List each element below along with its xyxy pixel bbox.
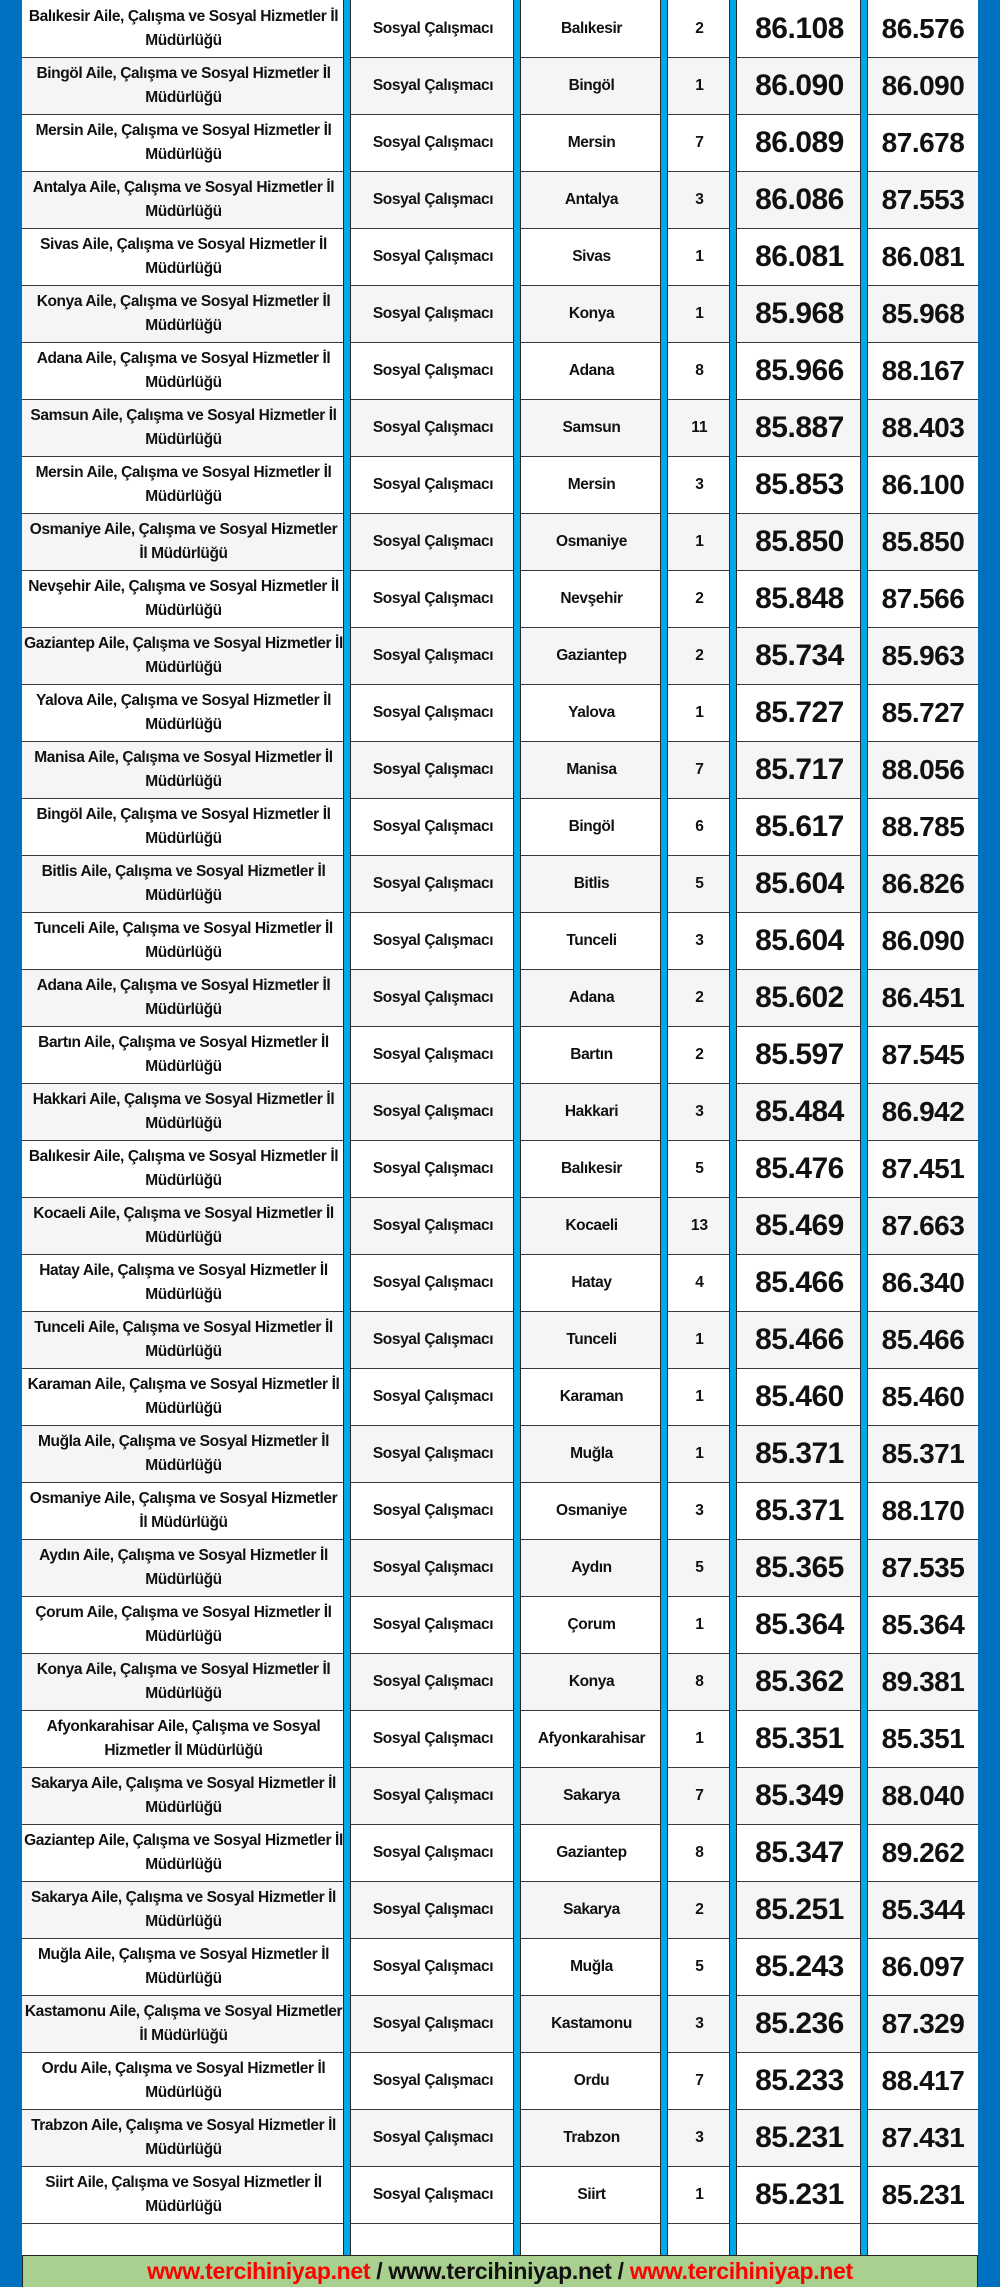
institution-cell: Manisa Aile, Çalışma ve Sosyal Hizmetler İl Müdürlüğü [34,749,333,790]
quota-cell: 3 [695,191,704,208]
quota-cell: 1 [695,1730,704,1747]
min-score-cell: 85.364 [755,1608,844,1641]
max-score-cell: 88.403 [881,412,965,443]
position-title-cell: Sosyal Çalışmacı [372,1160,494,1177]
position-title-cell: Sosyal Çalışmacı [372,419,494,436]
position-title-cell: Sosyal Çalışmacı [372,1388,494,1405]
table-row [22,1084,978,1141]
position-title-cell: Sosyal Çalışmacı [372,77,494,94]
quota-cell: 3 [695,2129,704,2146]
position-title-cell: Sosyal Çalışmacı [372,2129,494,2146]
min-score-cell: 85.466 [755,1323,844,1356]
max-score-cell: 86.097 [881,1951,965,1982]
city-cell: Bitlis [573,875,610,892]
city-cell: Kastamonu [551,2015,632,2032]
position-title-cell: Sosyal Çalışmacı [372,1901,494,1918]
institution-cell: Balıkesir Aile, Çalışma ve Sosyal Hizmetler İl Müdürlüğü [28,8,339,49]
position-title-cell: Sosyal Çalışmacı [372,134,494,151]
city-cell: Bingöl [568,77,615,94]
institution-cell: Karaman Aile, Çalışma ve Sosyal Hizmetler İl Müdürlüğü [27,1376,340,1417]
city-cell: Trabzon [563,2129,620,2146]
min-score-cell: 85.968 [755,297,844,330]
table-row [22,514,978,571]
position-title-cell: Sosyal Çalışmacı [372,533,494,550]
quota-cell: 1 [695,533,704,550]
institution-cell: Çorum Aile, Çalışma ve Sosyal Hizmetler İl Müdürlüğü [35,1604,332,1645]
quota-cell: 1 [695,1388,704,1405]
max-score-cell: 88.056 [881,754,965,785]
city-cell: Konya [568,305,615,322]
table-row [22,172,978,229]
max-score-cell: 88.167 [881,355,965,386]
table-row [22,1,978,58]
position-title-cell: Sosyal Çalışmacı [372,1673,494,1690]
table-row [22,1540,978,1597]
table-row [22,400,978,457]
institution-cell: Adana Aile, Çalışma ve Sosyal Hizmetler İl Müdürlüğü [36,977,331,1018]
position-title-cell: Sosyal Çalışmacı [372,1217,494,1234]
max-score-cell: 85.231 [881,2179,965,2210]
footer-separator: / [617,2258,624,2284]
city-cell: Afyonkarahisar [537,1730,646,1747]
institution-cell: Sakarya Aile, Çalışma ve Sosyal Hizmetler İl Müdürlüğü [31,1775,336,1816]
position-title-cell: Sosyal Çalışmacı [372,761,494,778]
table-row [22,1711,978,1768]
quota-cell: 2 [695,1901,704,1918]
table-row [22,58,978,115]
institution-cell: Gaziantep Aile, Çalışma ve Sosyal Hizmetler İl Müdürlüğü [24,635,343,676]
footer-banner [22,2255,978,2287]
position-title-cell: Sosyal Çalışmacı [372,875,494,892]
quota-cell: 3 [695,1502,704,1519]
min-score-cell: 85.371 [755,1437,844,1470]
position-title-cell: Sosyal Çalışmacı [372,1046,494,1063]
min-score-cell: 85.349 [755,1779,844,1812]
city-cell: Adana [568,362,615,379]
min-score-cell: 85.347 [755,1836,844,1869]
min-score-cell: 85.727 [755,696,844,729]
city-cell: Balıkesir [560,20,623,37]
quota-cell: 6 [695,818,704,835]
quota-cell: 7 [695,1787,704,1804]
position-title-cell: Sosyal Çalışmacı [372,2015,494,2032]
max-score-cell: 86.081 [881,241,965,272]
city-cell: Samsun [562,419,621,436]
max-score-cell: 86.100 [881,469,965,500]
city-cell: Antalya [564,191,619,208]
max-score-cell: 88.170 [881,1495,965,1526]
min-score-cell: 85.371 [755,1494,844,1527]
city-cell: Gaziantep [556,647,627,664]
institution-cell: Ordu Aile, Çalışma ve Sosyal Hizmetler İl Müdürlüğü [41,2060,326,2101]
position-title-cell: Sosyal Çalışmacı [372,248,494,265]
min-score-cell: 85.251 [755,1893,844,1926]
column-separator [860,0,868,2255]
quota-cell: 5 [695,875,704,892]
results-table [22,1,978,2224]
institution-cell: Aydın Aile, Çalışma ve Sosyal Hizmetler İl Müdürlüğü [39,1547,328,1588]
min-score-cell: 86.081 [755,240,844,273]
results-table-frame [22,0,978,2286]
city-cell: Hakkari [564,1103,619,1120]
city-cell: Yalova [568,704,615,721]
city-cell: Nevşehir [560,590,623,607]
min-score-cell: 85.476 [755,1152,844,1185]
table-row [22,115,978,172]
table-row [22,970,978,1027]
city-cell: Osmaniye [556,1502,627,1519]
column-separator [343,0,351,2255]
max-score-cell: 88.417 [881,2065,965,2096]
max-score-cell: 85.371 [881,1438,965,1469]
column-separator [660,0,668,2255]
max-score-cell: 87.329 [881,2008,965,2039]
min-score-cell: 85.887 [755,411,844,444]
max-score-cell: 86.090 [881,925,965,956]
position-title-cell: Sosyal Çalışmacı [372,476,494,493]
table-row [22,571,978,628]
city-cell: Osmaniye [556,533,627,550]
min-score-cell: 85.351 [755,1722,844,1755]
city-cell: Konya [568,1673,615,1690]
table-row [22,1768,978,1825]
institution-cell: Muğla Aile, Çalışma ve Sosyal Hizmetler İl Müdürlüğü [37,1946,330,1987]
quota-cell: 13 [690,1217,709,1234]
institution-cell: Mersin Aile, Çalışma ve Sosyal Hizmetler İl Müdürlüğü [35,464,332,505]
max-score-cell: 86.826 [881,868,965,899]
quota-cell: 1 [695,1331,704,1348]
table-row [22,2167,978,2224]
max-score-cell: 87.535 [881,1552,965,1583]
quota-cell: 8 [695,362,704,379]
position-title-cell: Sosyal Çalışmacı [372,362,494,379]
quota-cell: 2 [695,1046,704,1063]
min-score-cell: 85.734 [755,639,844,672]
max-score-cell: 85.351 [881,1723,965,1754]
quota-cell: 8 [695,1844,704,1861]
institution-cell: Osmaniye Aile, Çalışma ve Sosyal Hizmetler İl Müdürlüğü [29,1490,338,1531]
institution-cell: Konya Aile, Çalışma ve Sosyal Hizmetler İl Müdürlüğü [36,293,331,334]
institution-cell: Bartın Aile, Çalışma ve Sosyal Hizmetler İl Müdürlüğü [38,1034,329,1075]
city-cell: Muğla [570,1445,613,1462]
table-row [22,856,978,913]
position-title-cell: Sosyal Çalışmacı [372,989,494,1006]
position-title-cell: Sosyal Çalışmacı [372,2186,494,2203]
table-row [22,799,978,856]
min-score-cell: 85.365 [755,1551,844,1584]
institution-cell: Adana Aile, Çalışma ve Sosyal Hizmetler İl Müdürlüğü [36,350,331,391]
institution-cell: Mersin Aile, Çalışma ve Sosyal Hizmetler İl Müdürlüğü [35,122,332,163]
position-title-cell: Sosyal Çalışmacı [372,1730,494,1747]
table-row [22,229,978,286]
quota-cell: 1 [695,1445,704,1462]
city-cell: Balıkesir [560,1160,623,1177]
city-cell: Tunceli [566,932,617,949]
quota-cell: 3 [695,932,704,949]
city-cell: Karaman [559,1388,624,1405]
quota-cell: 1 [695,704,704,721]
max-score-cell: 86.576 [881,13,965,44]
max-score-cell: 86.340 [881,1267,965,1298]
table-row [22,1027,978,1084]
min-score-cell: 86.108 [755,12,844,45]
quota-cell: 5 [695,1958,704,1975]
city-cell: Bartın [570,1046,613,1063]
min-score-cell: 85.850 [755,525,844,558]
max-score-cell: 85.968 [881,298,965,329]
table-row [22,1369,978,1426]
position-title-cell: Sosyal Çalışmacı [372,1445,494,1462]
quota-cell: 2 [695,20,704,37]
min-score-cell: 86.089 [755,126,844,159]
city-cell: Mersin [567,134,616,151]
institution-cell: Afyonkarahisar Aile, Çalışma ve Sosyal Hizmetler İl Müdürlüğü [46,1718,321,1759]
institution-cell: Konya Aile, Çalışma ve Sosyal Hizmetler İl Müdürlüğü [36,1661,331,1702]
max-score-cell: 86.451 [881,982,965,1013]
city-cell: Hatay [571,1274,612,1291]
quota-cell: 2 [695,590,704,607]
table-row [22,286,978,343]
min-score-cell: 85.469 [755,1209,844,1242]
institution-cell: Balıkesir Aile, Çalışma ve Sosyal Hizmetler İl Müdürlüğü [28,1148,339,1189]
max-score-cell: 87.678 [881,127,965,158]
min-score-cell: 86.090 [755,69,844,102]
institution-cell: Sakarya Aile, Çalışma ve Sosyal Hizmetler İl Müdürlüğü [31,1889,336,1930]
quota-cell: 1 [695,248,704,265]
position-title-cell: Sosyal Çalışmacı [372,1559,494,1576]
quota-cell: 7 [695,134,704,151]
institution-cell: Yalova Aile, Çalışma ve Sosyal Hizmetler İl Müdürlüğü [36,692,331,733]
quota-cell: 7 [695,2072,704,2089]
min-score-cell: 85.853 [755,468,844,501]
table-row [22,628,978,685]
quota-cell: 8 [695,1673,704,1690]
footer-separator: / [376,2258,383,2284]
institution-cell: Gaziantep Aile, Çalışma ve Sosyal Hizmetler İl Müdürlüğü [24,1832,343,1873]
column-separator [729,0,737,2255]
institution-cell: Trabzon Aile, Çalışma ve Sosyal Hizmetler İl Müdürlüğü [31,2117,336,2158]
position-title-cell: Sosyal Çalışmacı [372,2072,494,2089]
max-score-cell: 87.566 [881,583,965,614]
city-cell: Çorum [567,1616,616,1633]
min-score-cell: 85.484 [755,1095,844,1128]
quota-cell: 3 [695,476,704,493]
quota-cell: 5 [695,1559,704,1576]
quota-cell: 1 [695,1616,704,1633]
city-cell: Mersin [567,476,616,493]
table-row [22,1198,978,1255]
max-score-cell: 87.545 [881,1039,965,1070]
min-score-cell: 85.362 [755,1665,844,1698]
quota-cell: 5 [695,1160,704,1177]
institution-cell: Sivas Aile, Çalışma ve Sosyal Hizmetler İl Müdürlüğü [40,236,327,277]
min-score-cell: 85.966 [755,354,844,387]
position-title-cell: Sosyal Çalışmacı [372,1103,494,1120]
table-row [22,457,978,514]
institution-cell: Hatay Aile, Çalışma ve Sosyal Hizmetler İl Müdürlüğü [39,1262,328,1303]
max-score-cell: 87.451 [881,1153,965,1184]
min-score-cell: 85.717 [755,753,844,786]
table-row [22,2053,978,2110]
position-title-cell: Sosyal Çalışmacı [372,191,494,208]
min-score-cell: 85.243 [755,1950,844,1983]
table-row [22,1597,978,1654]
table-row [22,343,978,400]
position-title-cell: Sosyal Çalışmacı [372,590,494,607]
table-row [22,742,978,799]
quota-cell: 3 [695,2015,704,2032]
max-score-cell: 85.364 [881,1609,965,1640]
table-row [22,913,978,970]
min-score-cell: 85.466 [755,1266,844,1299]
city-cell: Adana [568,989,615,1006]
position-title-cell: Sosyal Çalışmacı [372,1616,494,1633]
table-row [22,1654,978,1711]
max-score-cell: 87.431 [881,2122,965,2153]
position-title-cell: Sosyal Çalışmacı [372,1502,494,1519]
city-cell: Sakarya [563,1787,620,1804]
table-row [22,2110,978,2167]
city-cell: Manisa [566,761,617,778]
min-score-cell: 85.604 [755,924,844,957]
position-title-cell: Sosyal Çalışmacı [372,704,494,721]
quota-cell: 1 [695,305,704,322]
table-row [22,1939,978,1996]
quota-cell: 1 [695,77,704,94]
position-title-cell: Sosyal Çalışmacı [372,1844,494,1861]
table-row [22,1312,978,1369]
position-title-cell: Sosyal Çalışmacı [372,932,494,949]
city-cell: Siirt [577,2186,606,2203]
max-score-cell: 86.090 [881,70,965,101]
table-row [22,1483,978,1540]
institution-cell: Tunceli Aile, Çalışma ve Sosyal Hizmetler İl Müdürlüğü [34,920,333,961]
position-title-cell: Sosyal Çalışmacı [372,647,494,664]
max-score-cell: 85.727 [881,697,965,728]
institution-cell: Osmaniye Aile, Çalışma ve Sosyal Hizmetler İl Müdürlüğü [29,521,338,562]
city-cell: Bingöl [568,818,615,835]
institution-cell: Tunceli Aile, Çalışma ve Sosyal Hizmetler İl Müdürlüğü [34,1319,333,1360]
city-cell: Sakarya [563,1901,620,1918]
max-score-cell: 87.553 [881,184,965,215]
position-title-cell: Sosyal Çalışmacı [372,20,494,37]
quota-cell: 2 [695,647,704,664]
min-score-cell: 85.617 [755,810,844,843]
quota-cell: 1 [695,2186,704,2203]
position-title-cell: Sosyal Çalışmacı [372,305,494,322]
position-title-cell: Sosyal Çalışmacı [372,1958,494,1975]
min-score-cell: 85.848 [755,582,844,615]
max-score-cell: 85.963 [881,640,965,671]
table-row [22,1882,978,1939]
table-row [22,1141,978,1198]
institution-cell: Nevşehir Aile, Çalışma ve Sosyal Hizmetler İl Müdürlüğü [28,578,339,619]
min-score-cell: 86.086 [755,183,844,216]
max-score-cell: 85.460 [881,1381,965,1412]
min-score-cell: 85.602 [755,981,844,1014]
min-score-cell: 85.604 [755,867,844,900]
institution-cell: Bitlis Aile, Çalışma ve Sosyal Hizmetler İl Müdürlüğü [41,863,326,904]
table-row [22,1825,978,1882]
quota-cell: 3 [695,1103,704,1120]
column-separator [513,0,521,2255]
quota-cell: 2 [695,989,704,1006]
institution-cell: Kastamonu Aile, Çalışma ve Sosyal Hizmetler İl Müdürlüğü [24,2003,343,2044]
footer-link-3[interactable]: www.tercihiniyap.net [629,2258,853,2284]
city-cell: Sivas [572,248,611,265]
footer-link-2[interactable]: www.tercihiniyap.net [388,2258,612,2284]
institution-cell: Hakkari Aile, Çalışma ve Sosyal Hizmetler İl Müdürlüğü [32,1091,335,1132]
max-score-cell: 88.785 [881,811,965,842]
position-title-cell: Sosyal Çalışmacı [372,818,494,835]
min-score-cell: 85.236 [755,2007,844,2040]
city-cell: Gaziantep [556,1844,627,1861]
table-row [22,1255,978,1312]
table-row [22,1426,978,1483]
institution-cell: Bingöl Aile, Çalışma ve Sosyal Hizmetler İl Müdürlüğü [36,65,331,106]
quota-cell: 4 [695,1274,704,1291]
max-score-cell: 85.850 [881,526,965,557]
max-score-cell: 85.344 [881,1894,965,1925]
max-score-cell: 87.663 [881,1210,965,1241]
institution-cell: Muğla Aile, Çalışma ve Sosyal Hizmetler İl Müdürlüğü [37,1433,330,1474]
institution-cell: Antalya Aile, Çalışma ve Sosyal Hizmetler İl Müdürlüğü [32,179,335,220]
max-score-cell: 89.262 [881,1837,965,1868]
min-score-cell: 85.460 [755,1380,844,1413]
max-score-cell: 86.942 [881,1096,965,1127]
position-title-cell: Sosyal Çalışmacı [372,1331,494,1348]
city-cell: Ordu [573,2072,610,2089]
city-cell: Kocaeli [565,1217,618,1234]
max-score-cell: 88.040 [881,1780,965,1811]
table-row [22,685,978,742]
institution-cell: Bingöl Aile, Çalışma ve Sosyal Hizmetler İl Müdürlüğü [36,806,331,847]
table-row [22,1996,978,2053]
footer-link-1[interactable]: www.tercihiniyap.net [147,2258,371,2284]
min-score-cell: 85.231 [755,2121,844,2154]
institution-cell: Samsun Aile, Çalışma ve Sosyal Hizmetler İl Müdürlüğü [30,407,337,448]
position-title-cell: Sosyal Çalışmacı [372,1274,494,1291]
city-cell: Muğla [570,1958,613,1975]
institution-cell: Siirt Aile, Çalışma ve Sosyal Hizmetler İl Müdürlüğü [45,2174,322,2215]
city-cell: Tunceli [566,1331,617,1348]
min-score-cell: 85.597 [755,1038,844,1071]
city-cell: Aydın [571,1559,612,1576]
quota-cell: 7 [695,761,704,778]
min-score-cell: 85.233 [755,2064,844,2097]
max-score-cell: 89.381 [881,1666,965,1697]
min-score-cell: 85.231 [755,2178,844,2211]
quota-cell: 11 [691,419,708,436]
max-score-cell: 85.466 [881,1324,965,1355]
position-title-cell: Sosyal Çalışmacı [372,1787,494,1804]
institution-cell: Kocaeli Aile, Çalışma ve Sosyal Hizmetler İl Müdürlüğü [33,1205,334,1246]
